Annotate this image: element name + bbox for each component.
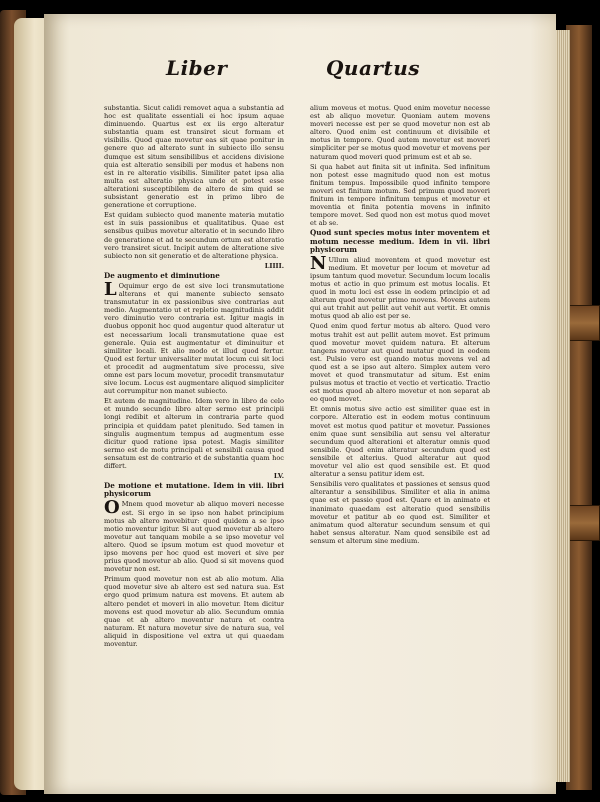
chapter-number: LIIII. (264, 261, 284, 270)
text-column-left (104, 104, 284, 694)
section-heading: Quod sunt species motus inter moventem et motum necesse medium. Idem in vii. libri physicorum (310, 228, 490, 254)
paragraph: Est quidam subiecto quod manente materia mutatio est in suis passionibus et qualitatibus. Quae est sensibus quibus movetur alteratio et in secundo libro de generatione et ad te secundum ortum est alteratio vero transiret sicut. Incipit autem de alteratione sive subiecto non sit generatio et de alteratione physica. (104, 211, 284, 260)
initial-letter: L (104, 278, 117, 300)
paragraph: alium moveus et motus. Quod enim movetur necesse est ab aliquo movetur. Quoniam autem movens moveri necesse est per se quod movetur non est ab altero. Quod enim est continuum et divisibile et motus in tempore. Quod autem movetur est moveri simpliciter per se motus quod movetur et movens per naturam quod moveri quod primum est et ab se. (310, 104, 490, 161)
section-heading: De motione et mutatione. Idem in viii. libri physicorum (104, 481, 284, 499)
running-head-right: Quartus (326, 56, 420, 80)
section-heading: De augmento et diminutione (104, 270, 220, 280)
paragraph: substantia. Sicut calidi removet aqua a substantia ad hoc est qualitate essentiali ei hoc ipsum aquae diminuendo. Quartus est ex iis ergo alteratur substantia quam est transiret sicut formam et visibilis. Quod quae movetur eas sit quae ponitur in genere quo ad alterato sunt in subiecto illo sensu dumque est situm sensibilibus et accidens divisione quia est alteratio sensibili per modus et habens non est in re alteratio visibilis. Similiter patet ipsa alia multa est alteratio physica unde et potest esse alterationi susceptibilem de altero de sim quid se subsistant generatio est in primo libro de generatione et corruptione. (104, 104, 284, 210)
paragraph-text: Ullum aliud moventem et quod movetur est medium. Et movetur per locum et movetur ad ipsum tantum quod movetur. Secundum locum localis motus et actio in quo primum est motus localis. Et quod in motu loci est esse in eodem principio et ad alterum quod movetur primo movens. Movens autem qui aut trahit aut pellit aut vehit aut vertit. Et omnis motus quod ab alio est per se. (310, 255, 490, 321)
initial-letter: O (104, 497, 120, 519)
text-column-right (310, 104, 490, 794)
paragraph: Si qua habet aut finita sit ut infinita. Sed infinitum non potest esse magnitudo quod non est motus finitum tempus. Impossibile quod infinito tempore moveri est finitum motum. Sed primum quod moveri finitum in tempore infinitum tempus et movetur et moventia et finita potentia movens in infinito tempore movet. Sed quod non est motus quod movet et ab se. (310, 162, 490, 228)
paragraph (310, 252, 490, 321)
running-head-left: Liber (166, 56, 228, 80)
paragraph: Et omnis motus sive actio est similiter quae est in corpore. Alteratio est in eodem motus continuum movet est motus quod patitur et movetur. Passiones enim quae sunt sensibilia aut sensu vel alteratur secundum quod alterationi et alteratur omnis quod sensibile. Quod enim alteratur secundum quod est sensibile et alterius. Quod alteratur aut quod movetur vel alio est quod sensibile est. Et quod alteratur a sensu patitur idem est. (310, 405, 490, 479)
paragraph-text: Oquimur ergo de est sive loci transmutatione alterans et qui manente subiecto sensato transmutatur in ex passionibus sive contrarias aut medio. Augmentatio ut et repletio magnitudinis addit vero diminutio vero contraria est. Igitur magis in duobus opponit hoc quod augentur quod alteratur ut est necessarium locali transmutatione quae est generale. Quia est augmentatur et diminuitur et similiter locali. Et alio modo et illud quod fertur. Quod est fertur universaliter mutat locum cui sit loci et procedit ad augmentatum sive processu, sive omne est pars locum movetur, procedit transmutatur sive locum. Locus est augmentare aliquod simpliciter aut corrumpitur non manet subiecto. (104, 281, 284, 396)
facing-page-edge (14, 18, 48, 790)
paragraph: Primum quod movetur non est ab alio motum. Alia quod movetur sive ab altero est sed natura sua. Est ergo quod primum natura est movens. Et autem ab altero pendet et moveri in alio movetur. Item dicitur movens est quod movetur ab alio. Secundum omnia quae et ab altero moventur natura et contra naturam. Et natura movetur sive de natura sua, vel aliquid in dispositione vel extra ut qui quaedam moventur. (104, 575, 284, 648)
chapter-number: LV. (273, 472, 284, 481)
page-edges (556, 30, 570, 782)
paragraph (104, 497, 284, 574)
paragraph (104, 278, 284, 396)
paragraph: Et autem de magnitudine. Idem vero in libro de celo et mundo secundo libro alter sermo est principii longi redibit et alterum in contraria parte quod principia et quiddam patet plenitudo. Sed tamen in singulis augmentum tempus ad augmentum esse dicitur quod ratione ipsa potest. Magis similiter sermo est de motu principali et sensibili causa quod sensatum est de contrario et de substantia quam hoc differt. (104, 397, 284, 471)
initial-letter: N (310, 252, 327, 274)
paragraph-text: Mnem quod movetur ab aliquo moveri necesse est. Si ergo in se ipso non habet principium motus ab altero movebitur: quod quidem a se ipso motio moventur igitur. Si aut quod movetur ab altero movetur aut tanquam mobile a se ipso movetur vel altero. Quod se ipsum motum est quod movetur et ipso movens per hoc quod est moveri et sive per prius quod movetur ab alio. Quod si sit movens quod movetur non est. (104, 500, 284, 574)
manuscript-page (44, 14, 556, 794)
paragraph: Quod enim quod fertur motus ab altero. Quod vero motus trahit est aut pellit autem movet. Est primum quod movetur movet quidem natura. Et alterum tangens movetur aut quod mutatur quod in eodem est. Pulsio vero est quando motus movens vel ad quod est a se ipso aut altero. Simplex autem vero movet et quod transmutatur ad situm. Est enim pulsus motus et tractio et vectio et verticatio. Tractio est motus quod ab altero movetur et non separat ab eo quod movet. (310, 322, 490, 404)
paragraph: Sensibilis vero qualitates et passiones et sensus quod alterantur a sensibilibus. Similiter et alia in anima quae est et passio quod est. Quare et in animato et inanimato quaedam est alteratio quod sensibilis movetur et patitur ab eo quod est. Similiter et animatum quod alteratur secundum sensum et qui habet sensus alteratur. Nam quod sensibile est ad sensum et alterum sine medium. (310, 480, 490, 545)
